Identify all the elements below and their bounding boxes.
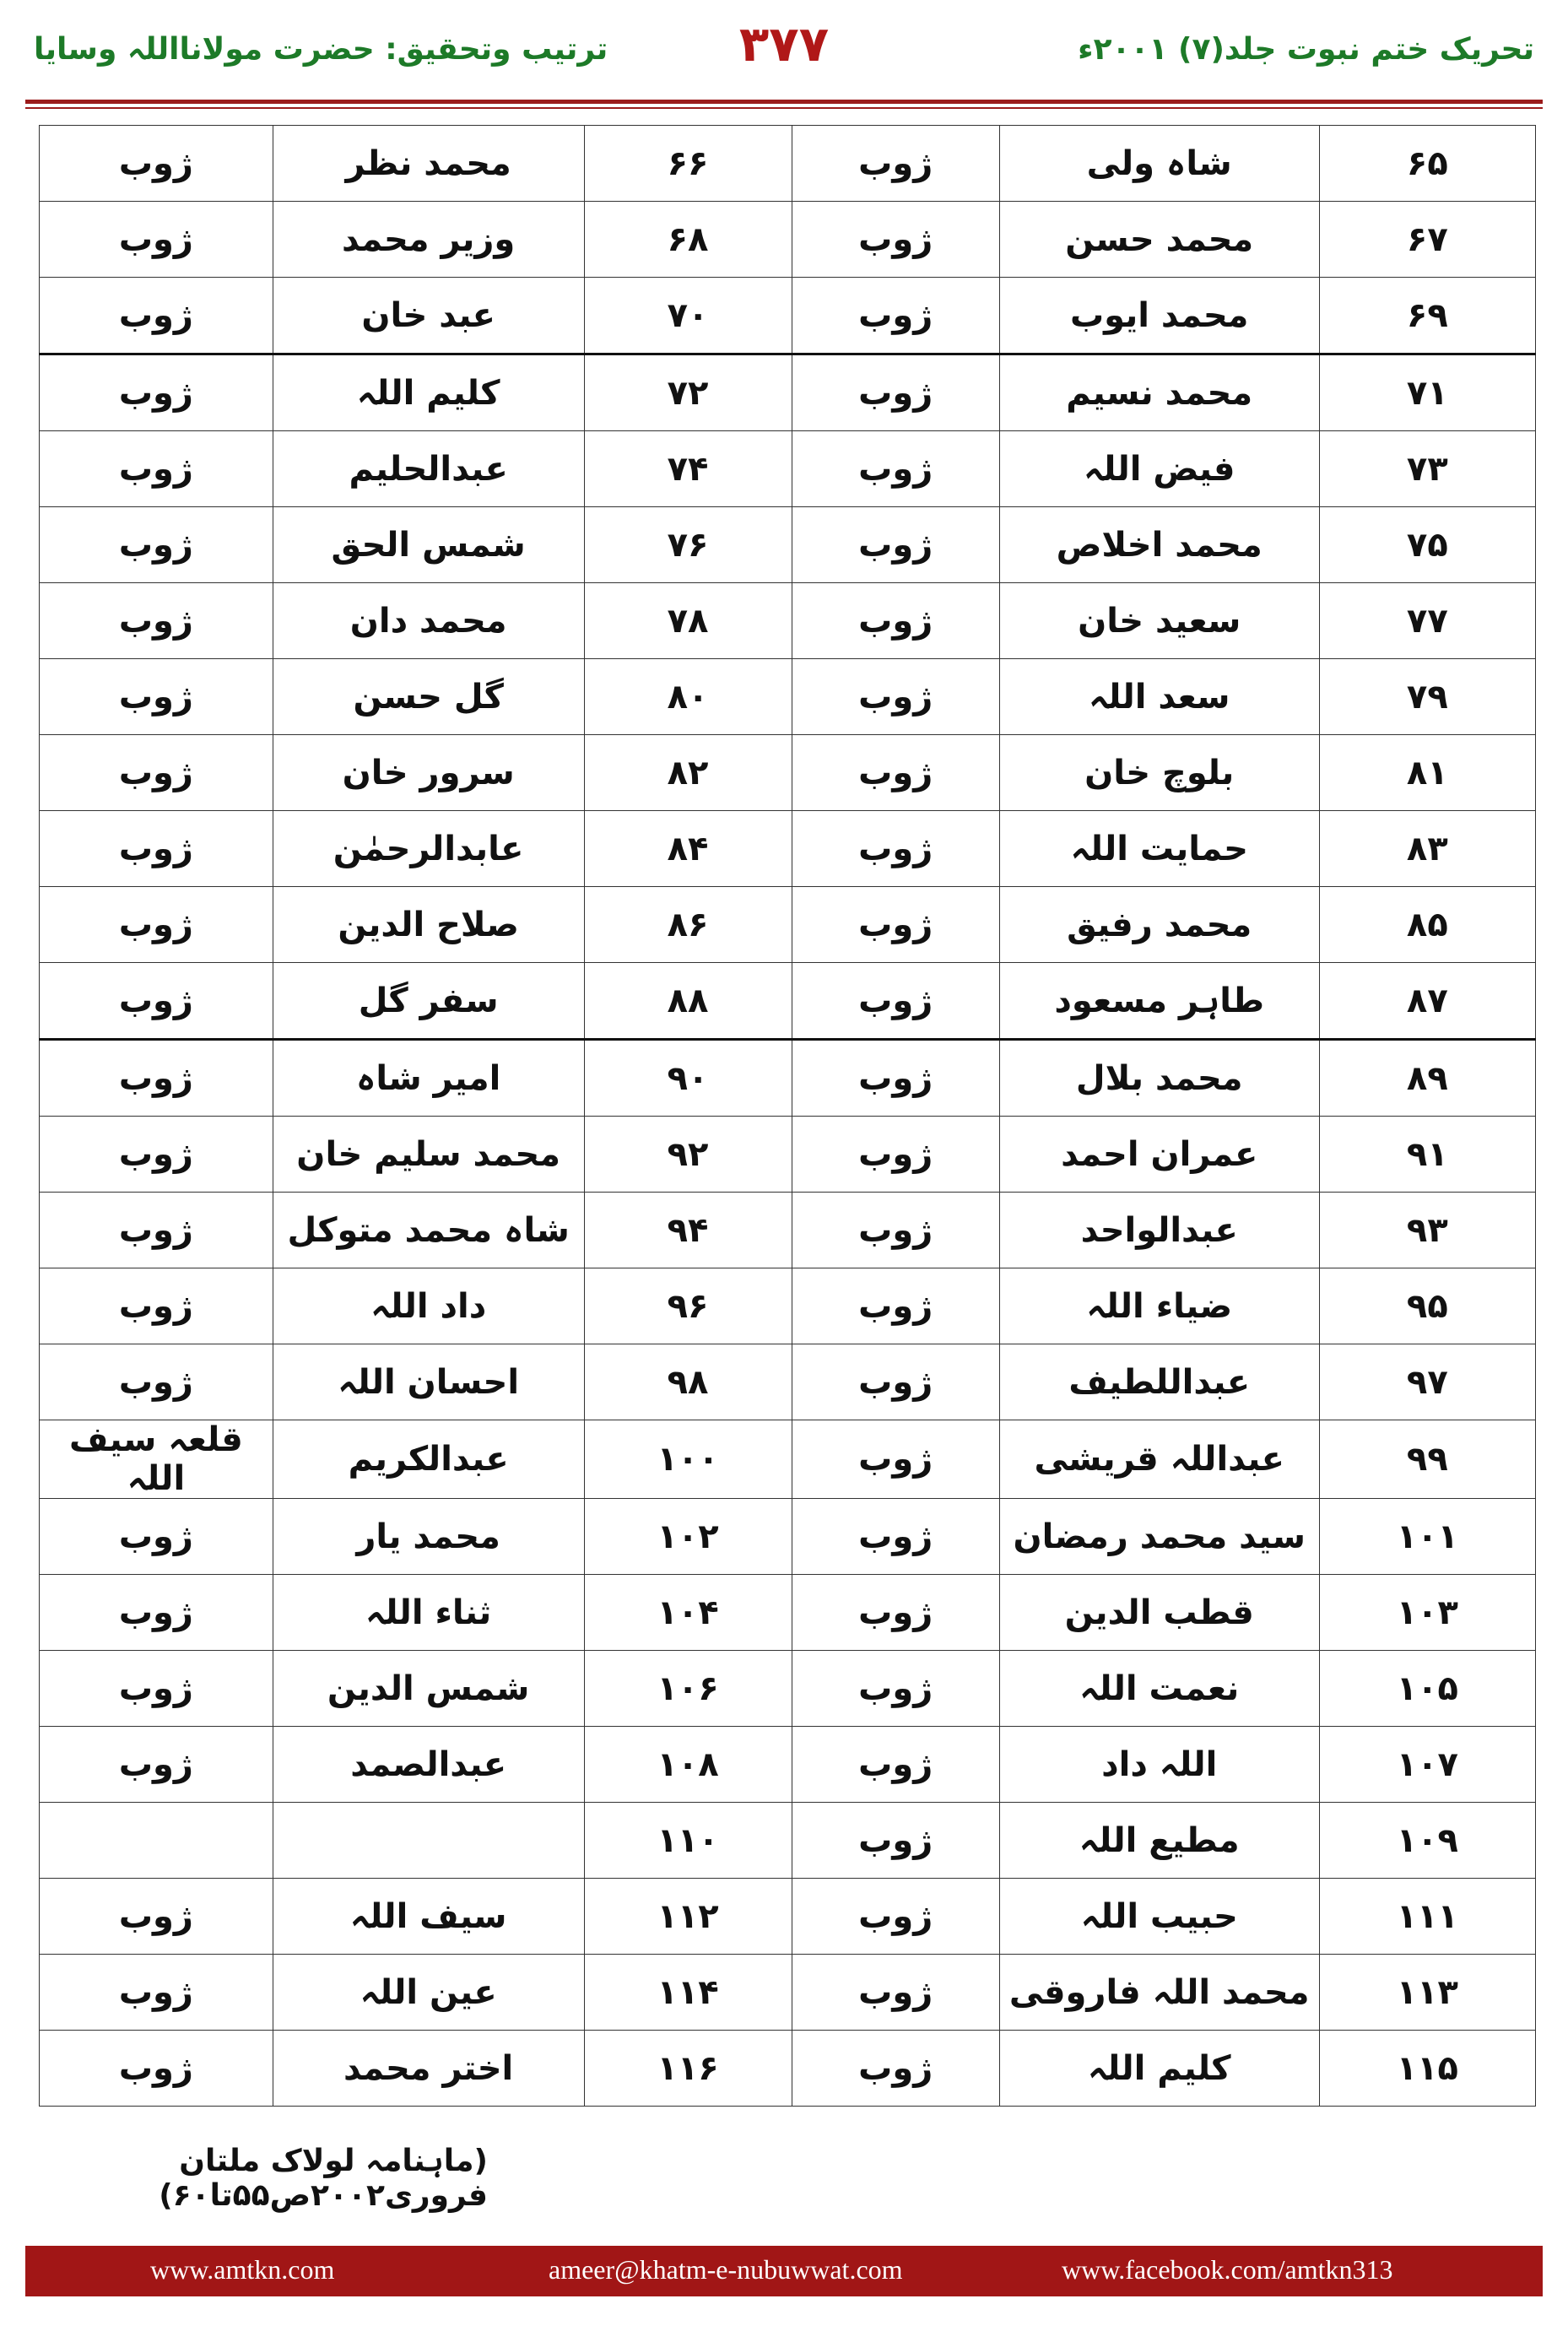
entry-name: محمد نسیم bbox=[999, 354, 1319, 431]
entry-number: ۷۳ bbox=[1319, 431, 1535, 507]
entry-city: ژوب bbox=[792, 2031, 999, 2107]
entry-number: ۱۱۴ bbox=[584, 1955, 792, 2031]
entry-city: ژوب bbox=[40, 431, 273, 507]
entry-city: قلعہ سیف اللہ bbox=[40, 1420, 273, 1499]
entry-number: ۹۳ bbox=[1319, 1193, 1535, 1268]
entry-city: ژوب bbox=[40, 811, 273, 887]
entry-name: سیف اللہ bbox=[273, 1879, 584, 1955]
entry-name: داد اللہ bbox=[273, 1268, 584, 1344]
entry-name: عبدالصمد bbox=[273, 1727, 584, 1803]
table-row bbox=[40, 1803, 1536, 1879]
entry-name: حمایت اللہ bbox=[999, 811, 1319, 887]
entry-name: وزیر محمد bbox=[273, 202, 584, 278]
entry-name: عمران احمد bbox=[999, 1117, 1319, 1193]
entry-name: فیض اللہ bbox=[999, 431, 1319, 507]
entry-city: ژوب bbox=[792, 431, 999, 507]
facebook-link[interactable]: www.facebook.com/amtkn313 bbox=[1062, 2254, 1393, 2285]
entry-number: ۱۰۸ bbox=[584, 1727, 792, 1803]
entry-number: ۶۹ bbox=[1319, 278, 1535, 354]
entry-number: ۸۳ bbox=[1319, 811, 1535, 887]
entry-name: صلاح الدین bbox=[273, 887, 584, 963]
entry-number: ۸۴ bbox=[584, 811, 792, 887]
entry-city: ژوب bbox=[40, 1117, 273, 1193]
table-row bbox=[40, 278, 1536, 354]
entry-city: ژوب bbox=[40, 1499, 273, 1575]
entry-name: نعمت اللہ bbox=[999, 1651, 1319, 1727]
entry-city: ژوب bbox=[792, 659, 999, 735]
entry-city: ژوب bbox=[40, 1193, 273, 1268]
entry-number: ۹۲ bbox=[584, 1117, 792, 1193]
entry-number: ۷۰ bbox=[584, 278, 792, 354]
entry-name: عبد خان bbox=[273, 278, 584, 354]
entry-number: ۷۶ bbox=[584, 507, 792, 583]
entry-name: حبیب اللہ bbox=[999, 1879, 1319, 1955]
entry-name: امیر شاہ bbox=[273, 1040, 584, 1117]
entry-name: عبدالکریم bbox=[273, 1420, 584, 1499]
entry-name: محمد یار bbox=[273, 1499, 584, 1575]
entry-number: ۶۶ bbox=[584, 126, 792, 202]
entry-name bbox=[273, 1803, 584, 1879]
entry-name: قطب الدین bbox=[999, 1575, 1319, 1651]
entry-number: ۷۲ bbox=[584, 354, 792, 431]
entry-name: شاہ ولی bbox=[999, 126, 1319, 202]
entry-city: ژوب bbox=[792, 583, 999, 659]
entry-city: ژوب bbox=[40, 1040, 273, 1117]
entry-number: ۶۷ bbox=[1319, 202, 1535, 278]
table-row bbox=[40, 1575, 1536, 1651]
entry-city: ژوب bbox=[792, 1117, 999, 1193]
entry-city: ژوب bbox=[792, 354, 999, 431]
entry-number: ۱۰۰ bbox=[584, 1420, 792, 1499]
entry-number: ۱۰۴ bbox=[584, 1575, 792, 1651]
table-row bbox=[40, 1651, 1536, 1727]
entry-name: عبدالحلیم bbox=[273, 431, 584, 507]
entry-city: ژوب bbox=[40, 2031, 273, 2107]
entry-city: ژوب bbox=[792, 1193, 999, 1268]
entry-number: ۹۸ bbox=[584, 1344, 792, 1420]
entry-city: ژوب bbox=[40, 126, 273, 202]
entry-city: ژوب bbox=[792, 1344, 999, 1420]
entry-city: ژوب bbox=[40, 1879, 273, 1955]
table-row bbox=[40, 1879, 1536, 1955]
entry-number: ۱۱۶ bbox=[584, 2031, 792, 2107]
entry-number: ۸۱ bbox=[1319, 735, 1535, 811]
table-row bbox=[40, 1344, 1536, 1420]
entry-city: ژوب bbox=[40, 1575, 273, 1651]
table-row bbox=[40, 431, 1536, 507]
table-row bbox=[40, 507, 1536, 583]
entry-name: محمد اللہ فاروقی bbox=[999, 1955, 1319, 2031]
entry-number: ۱۰۷ bbox=[1319, 1727, 1535, 1803]
entry-city: ژوب bbox=[792, 1420, 999, 1499]
entry-name: شمس الدین bbox=[273, 1651, 584, 1727]
entry-number: ۷۵ bbox=[1319, 507, 1535, 583]
table-row bbox=[40, 1499, 1536, 1575]
entry-name: گل حسن bbox=[273, 659, 584, 735]
table-row bbox=[40, 1040, 1536, 1117]
entry-city: ژوب bbox=[40, 659, 273, 735]
entry-name: سعید خان bbox=[999, 583, 1319, 659]
entry-city: ژوب bbox=[792, 1803, 999, 1879]
entry-number: ۸۰ bbox=[584, 659, 792, 735]
entry-number: ۹۹ bbox=[1319, 1420, 1535, 1499]
entry-number: ۹۰ bbox=[584, 1040, 792, 1117]
entry-name: بلوچ خان bbox=[999, 735, 1319, 811]
entry-number: ۹۷ bbox=[1319, 1344, 1535, 1420]
entry-number: ۸۸ bbox=[584, 963, 792, 1040]
entry-city: ژوب bbox=[40, 354, 273, 431]
table-row bbox=[40, 1727, 1536, 1803]
table-row bbox=[40, 2031, 1536, 2107]
entry-city: ژوب bbox=[792, 1499, 999, 1575]
table-row bbox=[40, 811, 1536, 887]
entry-city: ژوب bbox=[792, 1955, 999, 2031]
table-row bbox=[40, 735, 1536, 811]
entry-name: اختر محمد bbox=[273, 2031, 584, 2107]
entry-name: شمس الحق bbox=[273, 507, 584, 583]
entry-city: ژوب bbox=[40, 1344, 273, 1420]
page-header bbox=[0, 0, 1568, 105]
entry-name: محمد رفیق bbox=[999, 887, 1319, 963]
entry-number: ۸۲ bbox=[584, 735, 792, 811]
entry-city: ژوب bbox=[40, 887, 273, 963]
entry-name: مطیع اللہ bbox=[999, 1803, 1319, 1879]
entry-number: ۸۵ bbox=[1319, 887, 1535, 963]
entry-city: ژوب bbox=[792, 735, 999, 811]
entry-name: محمد دان bbox=[273, 583, 584, 659]
table-row bbox=[40, 126, 1536, 202]
entry-city: ژوب bbox=[792, 1879, 999, 1955]
entry-number: ۱۱۰ bbox=[584, 1803, 792, 1879]
entry-name: عبداللہ قریشی bbox=[999, 1420, 1319, 1499]
entry-city: ژوب bbox=[792, 1651, 999, 1727]
entry-city bbox=[40, 1803, 273, 1879]
entry-city: ژوب bbox=[792, 278, 999, 354]
table-row bbox=[40, 1955, 1536, 2031]
entry-city: ژوب bbox=[792, 887, 999, 963]
entry-city: ژوب bbox=[792, 1575, 999, 1651]
entry-number: ۱۰۵ bbox=[1319, 1651, 1535, 1727]
entry-name: محمد بلال bbox=[999, 1040, 1319, 1117]
entry-name: طاہر مسعود bbox=[999, 963, 1319, 1040]
entry-number: ۱۰۶ bbox=[584, 1651, 792, 1727]
table-row bbox=[40, 1193, 1536, 1268]
entry-number: ۸۶ bbox=[584, 887, 792, 963]
entry-city: ژوب bbox=[792, 811, 999, 887]
entry-name: عبدالواحد bbox=[999, 1193, 1319, 1268]
entry-number: ۱۰۳ bbox=[1319, 1575, 1535, 1651]
entry-name: اللہ داد bbox=[999, 1727, 1319, 1803]
email-link[interactable]: ameer@khatm-e-nubuwwat.com bbox=[549, 2254, 903, 2285]
entry-name: محمد اخلاص bbox=[999, 507, 1319, 583]
entry-city: ژوب bbox=[792, 1040, 999, 1117]
entry-number: ۹۵ bbox=[1319, 1268, 1535, 1344]
source-note: (ماہنامہ لولاک ملتان فروری۲۰۰۲ص۵۵تا۶۰) bbox=[159, 2144, 488, 2213]
page-footer bbox=[25, 2246, 1543, 2296]
table-row bbox=[40, 1117, 1536, 1193]
table-row bbox=[40, 887, 1536, 963]
entry-city: ژوب bbox=[40, 583, 273, 659]
entry-number: ۹۱ bbox=[1319, 1117, 1535, 1193]
entry-name: محمد سلیم خان bbox=[273, 1117, 584, 1193]
entry-number: ۸۷ bbox=[1319, 963, 1535, 1040]
entry-name: سید محمد رمضان bbox=[999, 1499, 1319, 1575]
entry-number: ۱۰۹ bbox=[1319, 1803, 1535, 1879]
entry-name: محمد نظر bbox=[273, 126, 584, 202]
entry-name: سعد اللہ bbox=[999, 659, 1319, 735]
entry-number: ۹۶ bbox=[584, 1268, 792, 1344]
entry-city: ژوب bbox=[792, 963, 999, 1040]
entry-number: ۹۴ bbox=[584, 1193, 792, 1268]
entry-name: محمد حسن bbox=[999, 202, 1319, 278]
table-row bbox=[40, 963, 1536, 1040]
entry-name: عبداللطیف bbox=[999, 1344, 1319, 1420]
entry-city: ژوب bbox=[40, 1727, 273, 1803]
entry-number: ۱۱۲ bbox=[584, 1879, 792, 1955]
entry-city: ژوب bbox=[792, 202, 999, 278]
table-row bbox=[40, 583, 1536, 659]
entry-city: ژوب bbox=[792, 507, 999, 583]
entry-name: احسان اللہ bbox=[273, 1344, 584, 1420]
entry-number: ۷۹ bbox=[1319, 659, 1535, 735]
entry-name: عین اللہ bbox=[273, 1955, 584, 2031]
entry-number: ۶۵ bbox=[1319, 126, 1535, 202]
entry-city: ژوب bbox=[40, 1651, 273, 1727]
entry-number: ۱۱۳ bbox=[1319, 1955, 1535, 2031]
website-link[interactable]: www.amtkn.com bbox=[150, 2254, 335, 2285]
entry-number: ۱۱۱ bbox=[1319, 1879, 1535, 1955]
entry-number: ۱۰۱ bbox=[1319, 1499, 1535, 1575]
entry-number: ۷۱ bbox=[1319, 354, 1535, 431]
entry-number: ۱۱۵ bbox=[1319, 2031, 1535, 2107]
entry-name: شاہ محمد متوکل bbox=[273, 1193, 584, 1268]
table-row bbox=[40, 1420, 1536, 1499]
entry-number: ۷۷ bbox=[1319, 583, 1535, 659]
entry-name: کلیم اللہ bbox=[999, 2031, 1319, 2107]
entry-name: محمد ایوب bbox=[999, 278, 1319, 354]
table-row bbox=[40, 1268, 1536, 1344]
header-rule-thin bbox=[25, 107, 1543, 109]
entry-city: ژوب bbox=[792, 1268, 999, 1344]
entry-city: ژوب bbox=[40, 1268, 273, 1344]
entry-city: ژوب bbox=[40, 963, 273, 1040]
entry-city: ژوب bbox=[40, 202, 273, 278]
compiler-credit: ترتیب وتحقیق: حضرت مولانااللہ وسایا bbox=[34, 32, 608, 67]
table-row bbox=[40, 202, 1536, 278]
entry-name: سفر گل bbox=[273, 963, 584, 1040]
entry-number: ۷۸ bbox=[584, 583, 792, 659]
table-row bbox=[40, 354, 1536, 431]
names-table-body bbox=[40, 126, 1536, 2107]
entry-number: ۷۴ bbox=[584, 431, 792, 507]
entry-city: ژوب bbox=[40, 507, 273, 583]
entry-number: ۶۸ bbox=[584, 202, 792, 278]
entry-name: سرور خان bbox=[273, 735, 584, 811]
names-table bbox=[39, 125, 1536, 2107]
entry-city: ژوب bbox=[40, 735, 273, 811]
entry-name: کلیم اللہ bbox=[273, 354, 584, 431]
table-row bbox=[40, 659, 1536, 735]
entry-city: ژوب bbox=[792, 1727, 999, 1803]
entry-name: عابدالرحمٰن bbox=[273, 811, 584, 887]
entry-city: ژوب bbox=[40, 278, 273, 354]
entry-city: ژوب bbox=[792, 126, 999, 202]
header-rule bbox=[25, 100, 1543, 104]
book-title: تحریک ختم نبوت جلد(۷) ۲۰۰۱ء bbox=[1078, 32, 1534, 67]
page-number: ۳۷۷ bbox=[738, 15, 830, 73]
entry-name: ضیاء اللہ bbox=[999, 1268, 1319, 1344]
entry-city: ژوب bbox=[40, 1955, 273, 2031]
entry-number: ۱۰۲ bbox=[584, 1499, 792, 1575]
entry-number: ۸۹ bbox=[1319, 1040, 1535, 1117]
entry-name: ثناء اللہ bbox=[273, 1575, 584, 1651]
